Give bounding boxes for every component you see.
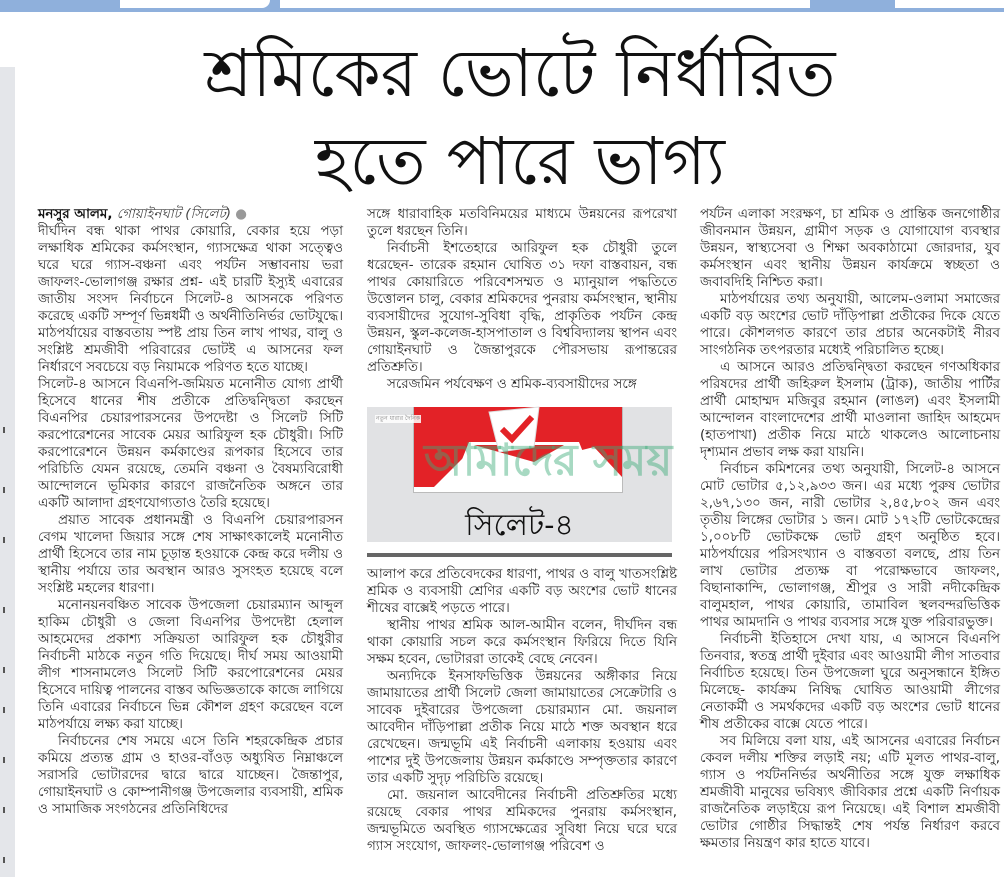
headline-line-1: শ্রমিকের ভোটে নির্ধারিত [204,35,836,112]
article-headline [170,30,870,206]
photo-brand-text: নতুন ধারার দৈনিক [376,415,420,422]
article-photo [367,407,672,542]
paragraph: অন্যদিকে ইনসাফভিত্তিক উন্নয়নের অঙ্গীকার নিয়ে জামায়াতের প্রার্থী সিলেট জেলা জামায়াতের সেক্রেটারি ও সাবেক দুইবারের উপজেলা চেয়ারম্যান মো. জয়নাল আবেদীন দাঁড়িপাল্লা প্রতীক নিয়ে মাঠে শক্ত অবস্থান ধরে রেখেছেন। জন্মভূমি এই নির্বাচনী এলাকায় হওয়ায় এবং পাশের দুই উপজেলায় উন্নয়ন কর্মকাণ্ডে সম্পৃক্ততার কারণে তার একটি সুদৃঢ় পরিচিতি রয়েছে। [367,669,677,786]
paragraph: মাঠপর্যায়ের তথ্য অনুযায়ী, আলেম-ওলামা সমাজের একটি বড় অংশের ভোট দাঁড়িপাল্লা প্রতীকের দিকে যেতে পারে। কৌশলগত কারণে তার প্রচার অনেকটাই নীরব সাংগঠনিক তৎপরতার মধ্যেই পরিচালিত হচ্ছে। [700,292,1000,358]
paragraph: সরেজমিন পর্যবেক্ষণ ও শ্রমিক-ব্যবসায়ীদের সঙ্গে [387,377,637,392]
paragraph: সিলেট-৪ আসনে বিএনপি-জমিয়ত মনোনীত যোগ্য প্রার্থী হিসেবে ধানের শীষ প্রতীকে প্রতিদ্বন্দ্বিতা করছেন বিএনপির চেয়ারপারসনের উপদেষ্টা ও সিলেট সিটি করপোরেশনের সাবেক মেয়র আরিফুল হক চৌধুরী। সিটি করপোরেশনে উন্নয়ন কর্মকাণ্ডের রূপকার হিসেবে তার পরিচিতি যেমন রয়েছে, তেমনি বঞ্চনা ও বৈষম্যবিরোধী আন্দোলনে ভূমিকার কারণে রাজনৈতিক অঙ্গনে তার একটি আলাদা গ্রহণযোগ্যতাও তৈরি হয়েছে। [38,377,343,511]
paragraph: এ আসনে আরও প্রতিদ্বন্দ্বিতা করছেন গণঅধিকার পরিষদের প্রার্থী জহিরুল ইসলাম (ট্রাক), জাতীয় পার্টির প্রার্থী মোহাম্মদ মজিবুর রহমান (লাঙল) এবং ইসলামী আন্দোলন বাংলাদেশের প্রার্থী মাওলানা জাহিদ আহমেদ (হাতপাখা) প্রতীক নিয়ে মাঠে থাকলেও আলোচনায় দৃশ্যমান প্রভাব লক্ষ করা যায়নি। [700,360,1000,460]
paragraph: মনোনয়নবঞ্চিত সাবেক উপজেলা চেয়ারম্যান আব্দুল হাকিম চৌধুরী ও জেলা বিএনপির উপদেষ্টা হেলাল আহমেদের প্রকাশ্য সক্রিয়তা আরিফুল হক চৌধুরীর নির্বাচনী মাঠকে নতুন গতি দিয়েছে। দীর্ঘ সময় আওয়ামী লীগ শাসনামলেও সিলেট সিটি করপোরেশনের মেয়র হিসেবে দায়িত্ব পালনের বাস্তব অভিজ্ঞতাকে কাজে লাগিয়ে তিনি এবারের নির্বাচনে ভিন্ন কৌশল গ্রহণ করেছেন বলে মাঠপর্যায়ে লক্ষ্য করা যাচ্ছে। [38,598,343,732]
paragraph: সঙ্গে ধারাবাহিক মতবিনিময়ের মাধ্যমে উন্নয়নের রূপরেখা তুলে ধরছেন তিনি। [367,207,677,239]
paragraph: নির্বাচনী ইতিহাসে দেখা যায়, এ আসনে বিএনপি তিনবার, স্বতন্ত্র প্রার্থী দুইবার এবং আওয়ামী লীগ সাতবার নির্বাচিত হয়েছে। তিন উপজেলা ঘুরে অনুসন্ধানে ইঙ্গিত মিলেছে- কার্যক্রম নিষিদ্ধ ঘোষিত আওয়ামী লীগের নেতাকর্মী ও সমর্থকদের একটি বড় অংশের ভোট ধানের শীষ প্রতীকের বাক্সে যেতে পারে। [700,632,1000,732]
paragraph: সব মিলিয়ে বলা যায়, এই আসনের এবারের নির্বাচন কেবল দলীয় শক্তির লড়াই নয়; এটি মূলত পাথর-বালু, গ্যাস ও পর্যটননির্ভর অর্থনীতির সঙ্গে যুক্ত লক্ষাধিক শ্রমজীবী মানুষের ভবিষ্যৎ জীবিকার প্রশ্নে একটি নির্ণায়ক রাজনৈতিক লড়াইয়ে রূপ নিয়েছে। এই বিশাল শ্রমজীবী ভোটার গোষ্ঠীর সিদ্ধান্তই শেষ পর্যন্ত নির্ধারণ করবে ক্ষমতার নিয়ন্ত্রণ কার হাতে যাবে। [700,734,1000,851]
article-column-2-bottom [367,566,677,877]
photo-caption: সিলেট-৪ [465,508,574,543]
article-column-1 [38,206,343,877]
byline [38,206,343,223]
paragraph: মো. জয়নাল আবেদীনের নির্বাচনী প্রতিশ্রুতির মধ্যে রয়েছে বেকার পাথর শ্রমিকদের পুনরায় কর্মসংস্থান, জন্মভূমিতে অবস্থিত গ্যাসক্ষেত্রের সুবিধা নিয়ে ঘরে ঘরে গ্যাস সংযোগ, জাফলং-ভোলাগঞ্জ পরিবেশ ও [367,788,677,854]
photo-watermark: আমাদের সময় [424,435,673,486]
toolbar-shape [280,0,810,8]
top-toolbar-fragment [0,0,1004,12]
paragraph: স্থানীয় পাথর শ্রমিক আল-আমীন বলেন, দীর্ঘদিন বন্ধ থাকা কোয়ারি সচল করে কর্মসংস্থান ফিরিয়ে দিতে যিনি সক্ষম হবেন, ভোটাররা তাকেই বেছে নেবেন। [367,618,677,667]
byline-bullet: ● [235,207,247,222]
photo-divider [367,553,672,557]
ballot-box-illustration [413,407,673,493]
article-column-3 [700,206,1000,877]
paragraph: নির্বাচনের শেষ সময়ে এসে তিনি শহরকেন্দ্রিক প্রচার কমিয়ে প্রত্যন্ত গ্রাম ও হাওর-বাঁওড় অধ্যুষিত নিম্নাঞ্চলে সরাসরি ভোটারদের দ্বারে দ্বারে যাচ্ছেন। জৈন্তাপুর, গোয়াইনঘাট ও কোম্পানীগঞ্জ উপজেলার ব্যবসায়ী, শ্রমিক ও সামাজিক সংগঠনের প্রতিনিধিদের [38,734,343,817]
paragraph: নির্বাচন কমিশনের তথ্য অনুযায়ী, সিলেট-৪ আসনে মোট ভোটার ৫,১২,৯৩৩ জন। এর মধ্যে পুরুষ ভোটার ২,৬৭,১৩০ জন, নারী ভোটার ২,৪৫,৮০২ জন এবং তৃতীয় লিঙ্গের ভোটার ১ জন। মোট ১৭২টি ভোটকেন্দ্রের ১,০০৮টি ভোটকক্ষে ভোট গ্রহণ অনুষ্ঠিত হবে। মাঠপর্যায়ের পরিসংখ্যান ও বাস্তবতা বলছে, প্রায় তিন লাখ ভোটার প্রত্যক্ষ বা পরোক্ষভাবে জাফলং, বিছানাকান্দি, ভোলাগঞ্জ, শ্রীপুর ও সারী নদীকেন্দ্রিক বালুমহাল, পাথর কোয়ারি, তামাবিল স্থলবন্দরভিত্তিক পাথর আমদানি ও পাথর ব্যবসার সঙ্গে যুক্ত পরিবারভুক্ত। [700,462,1000,630]
paragraph: আলাপ করে প্রতিবেদকের ধারণা, পাথর ও বালু খাতসংশ্লিষ্ট শ্রমিক ও ব্যবসায়ী শ্রেণির একটি বড় অংশের ভোট ধানের শীষের বাক্সেই পড়তে পারে। [367,567,677,616]
toolbar-shape [895,0,1004,8]
byline-location: গোয়াইনঘাট (সিলেট) [116,207,231,222]
headline-line-2: হতে পারে ভাগ্য [314,123,726,200]
paragraph: নির্বাচনী ইশতেহারে আরিফুল হক চৌধুরী তুলে ধরেছেন- তারেক রহমান ঘোষিত ৩১ দফা বাস্তবায়ন, বন্ধ পাথর কোয়ারিতে পরিবেশসম্মত ও ম্যানুয়াল পদ্ধতিতে উত্তোলন চালু, বেকার শ্রমিকদের পুনরায় কর্মসংস্থান, স্থানীয় ব্যবসায়ীদের সুযোগ-সুবিধা বৃদ্ধি, প্রাকৃতিক পর্যটন কেন্দ্র উন্নয়ন, স্কুল-কলেজ-হাসপাতাল ও বিশ্ববিদ্যালয় স্থাপন এবং গোয়াইনঘাট ও জৈন্তাপুরকে পৌরসভায় রূপান্তরের প্রতিশ্রুতি। [367,241,677,375]
adjacent-article-strip [0,67,15,877]
paragraph: পর্যটন এলাকা সংরক্ষণ, চা শ্রমিক ও প্রান্তিক জনগোষ্ঠীর জীবনমান উন্নয়ন, গ্রামীণ সড়ক ও যোগাযোগ ব্যবস্থার উন্নয়ন, স্বাস্থ্যসেবা ও শিক্ষা অবকাঠামো জোরদার, যুব কর্মসংস্থান এবং স্থানীয় উন্নয়ন কার্যক্রমে স্বচ্ছতা ও জবাবদিহি নিশ্চিত করা। [700,207,1000,290]
article-column-2-top [367,206,677,406]
paragraph: দীর্ঘদিন বন্ধ থাকা পাথর কোয়ারি, বেকার হয়ে পড়া লক্ষাধিক শ্রমিকের কর্মসংস্থান, গ্যাসক্ষেত্র থাকা সত্ত্বেও ঘরে ঘরে গ্যাস-বঞ্চনা এবং পর্যটন সম্ভাবনায় ভরা জাফলং-ভোলাগঞ্জ রক্ষার প্রশ্ন- এই চারটি ইস্যুই এবারের জাতীয় সংসদ নির্বাচনে সিলেট-৪ আসনকে পরিণত করেছে একটি সম্পূর্ণ ভিন্নধর্মী ও অর্থনীতিনির্ভর ভোটযুদ্ধে। মাঠপর্যায়ের বাস্তবতায় স্পষ্ট প্রায় তিন লাখ পাথর, বালু ও সংশ্লিষ্ট শ্রমজীবী পরিবারের ভোটই এ আসনের ফল নির্ধারণে সবচেয়ে বড় নিয়ামকে পরিণত হতে যাচ্ছে। [38,224,343,375]
paragraph: প্রয়াত সাবেক প্রধানমন্ত্রী ও বিএনপি চেয়ারপারসন বেগম খালেদা জিয়ার সঙ্গে শেষ সাক্ষাৎকালেই মনোনীত প্রার্থী হিসেবে তার নাম চূড়ান্ত হওয়াকে কেন্দ্র করে দলীয় ও স্থানীয় পর্যায়ে তার অবস্থান আরও সুসংহত হয়েছে বলে সংশ্লিষ্ট মহলের ধারণা। [38,513,343,596]
toolbar-shape [120,0,270,8]
byline-author: মনসুর আলম, [38,207,113,222]
